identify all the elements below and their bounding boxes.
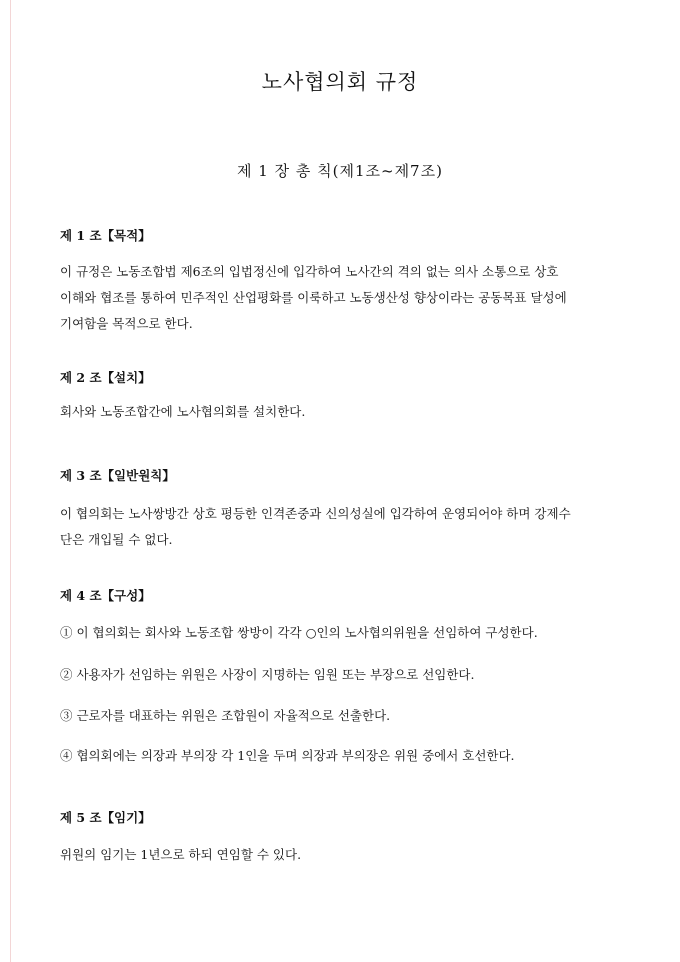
margin-line xyxy=(10,0,11,962)
article-5-body xyxy=(60,842,628,868)
article-3-line-1: 이 협의회는 노사쌍방간 상호 평등한 인격존중과 신의성실에 입각하여 운영되어야 하며 강제수 xyxy=(60,506,571,521)
article-1-line-3: 기여함을 목적으로 한다. xyxy=(60,316,193,331)
article-4-item-4: ④ 협의회에는 의장과 부의장 각 1인을 두며 의장과 부의장은 위원 중에서 호선한다. xyxy=(60,748,515,763)
article-1-heading: 제 1 조【목적】 xyxy=(60,228,151,243)
article-3-line-2: 단은 개입될 수 없다. xyxy=(60,532,173,547)
article-1-line-2: 이해와 협조를 통하여 민주적인 산업평화를 이룩하고 노동생산성 향상이라는 공동목표 달성에 xyxy=(60,290,567,305)
article-4-item-3: ③ 근로자를 대표하는 위원은 조합원이 자율적으로 선출한다. xyxy=(60,708,391,723)
article-2-body xyxy=(60,399,628,425)
article-4-heading: 제 4 조【구성】 xyxy=(60,588,151,603)
article-2-line-1: 회사와 노동조합간에 노사협의회를 설치한다. xyxy=(60,404,306,419)
article-4-item-1: ① 이 협의회는 회사와 노동조합 쌍방이 각각 ○인의 노사협의위원을 선임하여 구성한다. xyxy=(60,625,538,640)
article-1-line-1: 이 규정은 노동조합법 제6조의 입법정신에 입각하여 노사간의 격의 없는 의사 소통으로 상호 xyxy=(60,264,559,279)
article-4-item-2: ② 사용자가 선임하는 위원은 사장이 지명하는 임원 또는 부장으로 선임한다. xyxy=(60,667,475,682)
article-2-heading: 제 2 조【설치】 xyxy=(60,370,151,385)
article-3-heading: 제 3 조【일반원칙】 xyxy=(60,468,175,483)
article-5-heading: 제 5 조【임기】 xyxy=(60,810,151,825)
document-title: 노사협의회 규정 xyxy=(261,70,419,94)
chapter-heading: 제 1 장 총 칙(제1조~제7조) xyxy=(237,162,443,180)
article-1-body xyxy=(60,259,628,337)
article-3-body xyxy=(60,501,628,553)
article-5-line-1: 위원의 임기는 1년으로 하되 연임할 수 있다. xyxy=(60,847,302,862)
